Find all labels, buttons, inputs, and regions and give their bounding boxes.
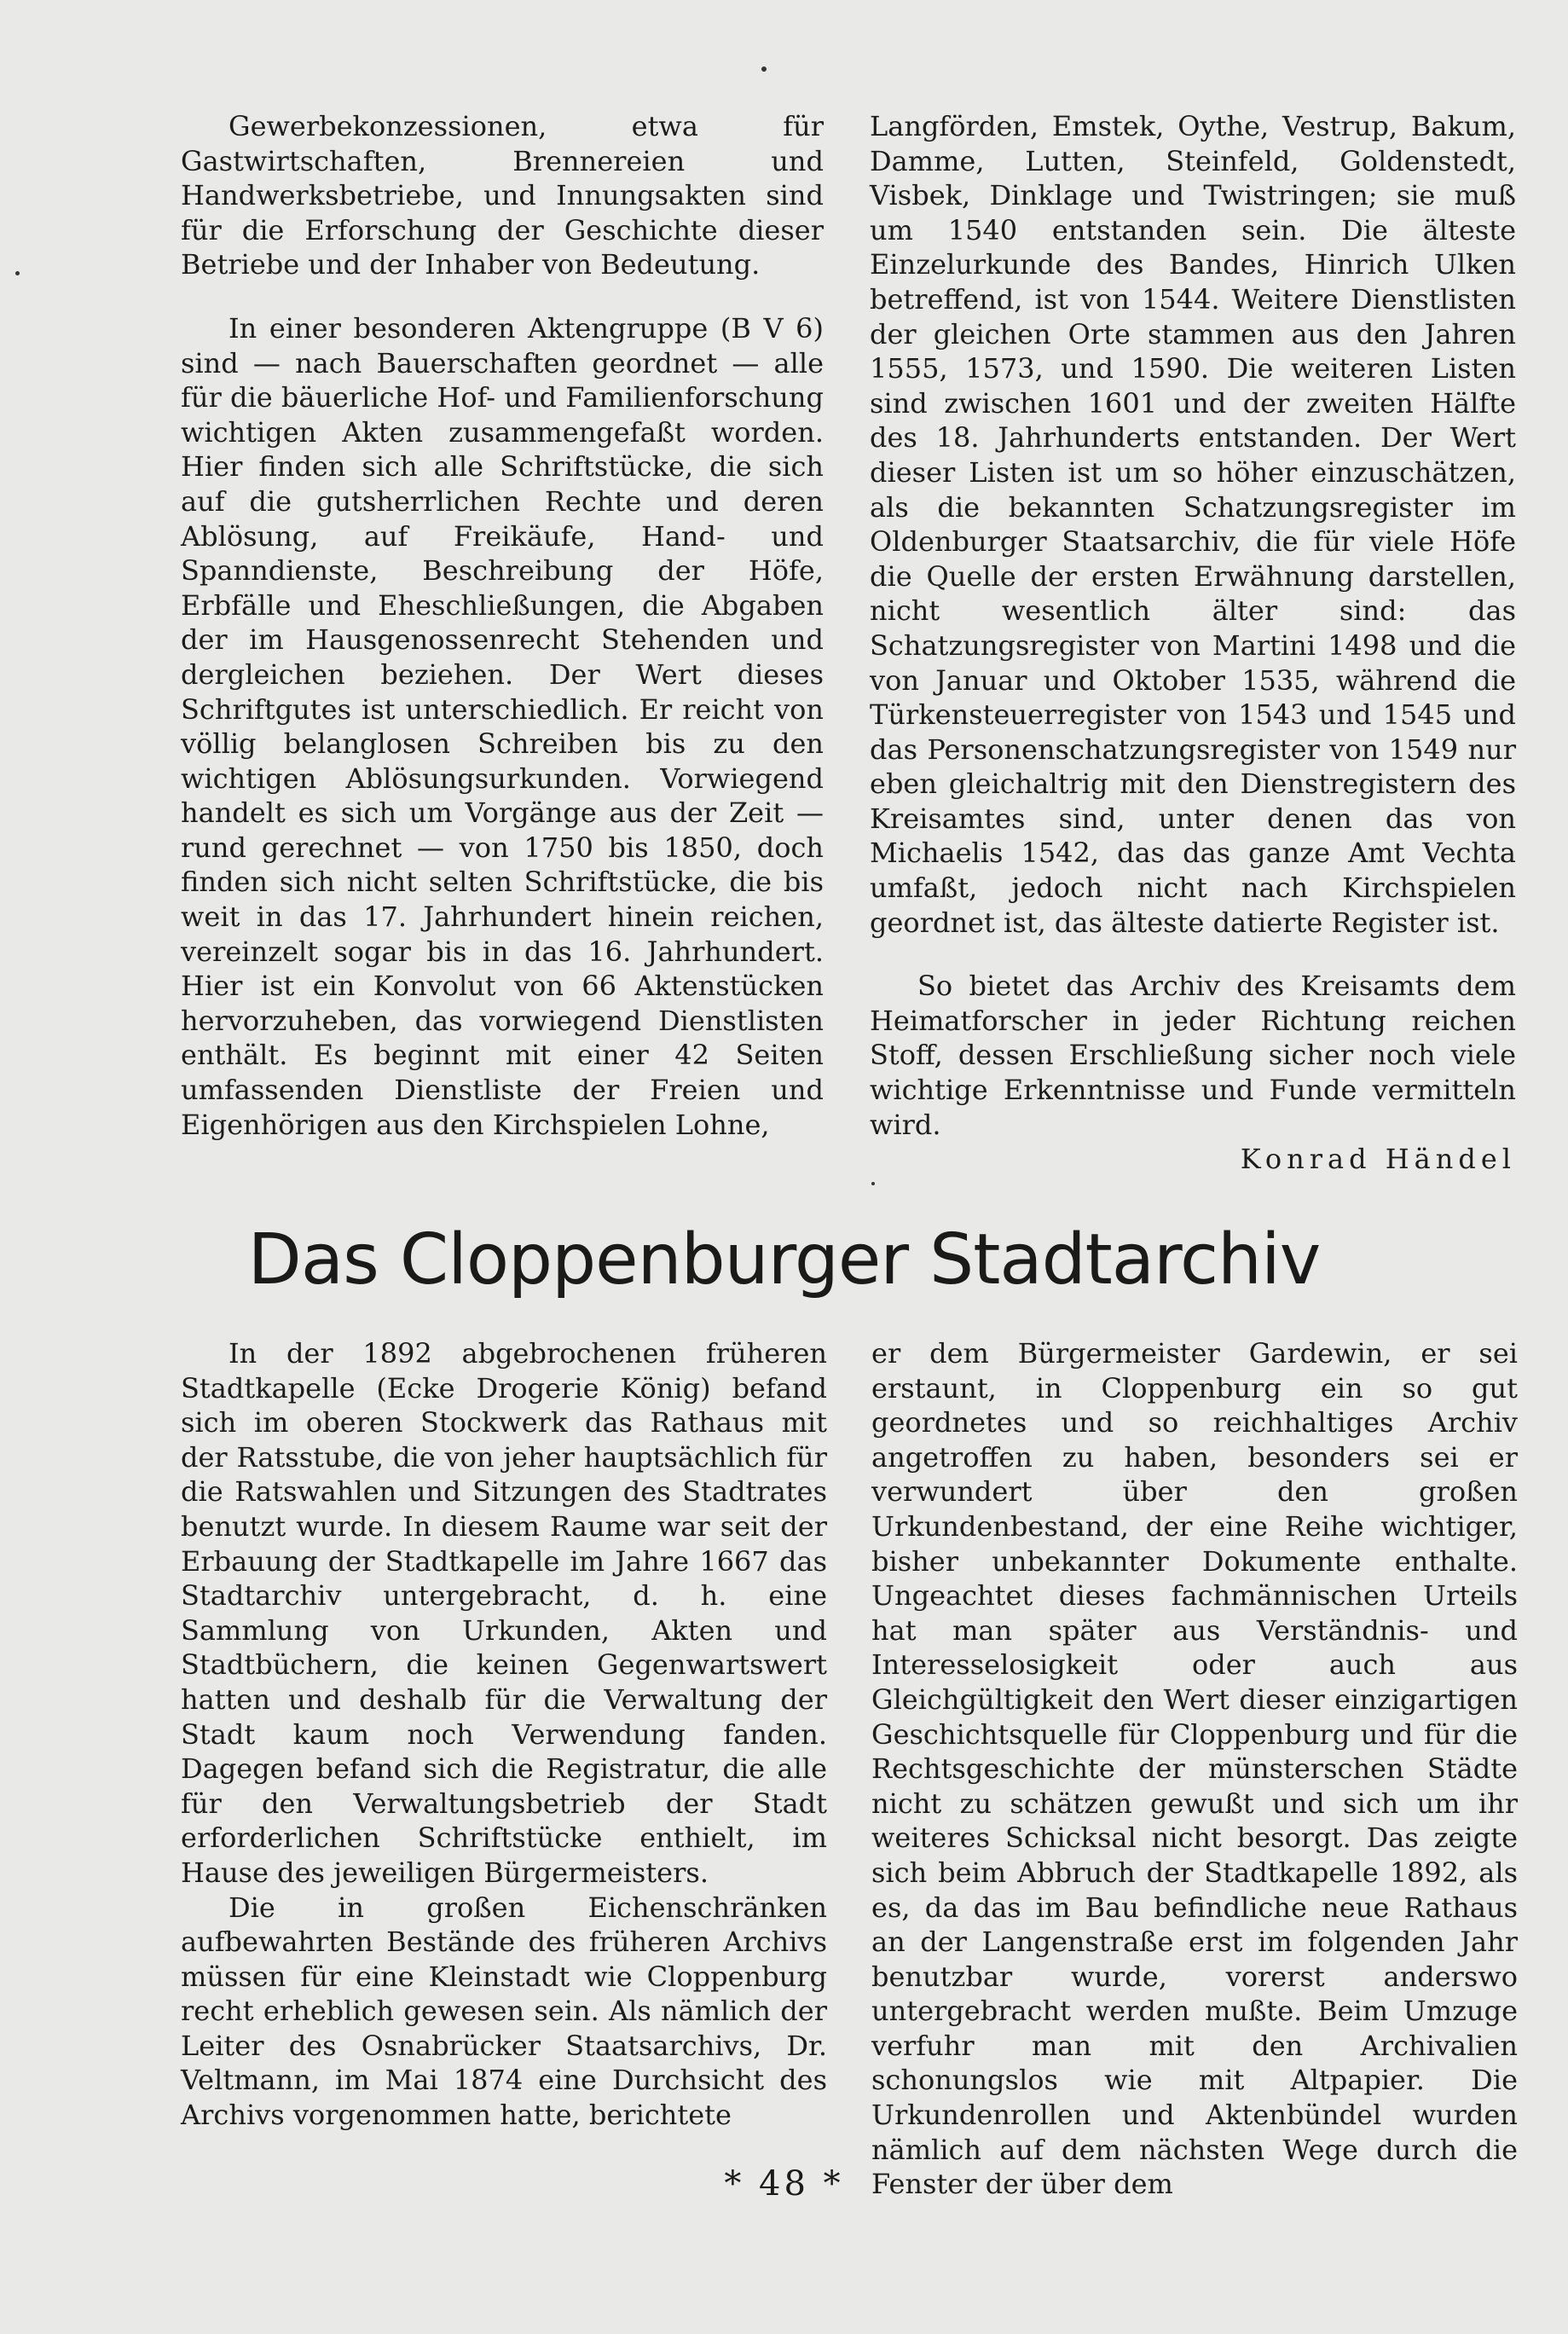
paragraph: So bietet das Archiv des Kreisamts dem Heimatforscher in jeder Richtung reichen Stoff, dessen Erschließung sicher noch viele wichtige Erkenntnisse und Funde vermitteln wird.	[870, 970, 1516, 1141]
article2-left-column	[181, 1336, 827, 2133]
print-speck	[761, 67, 767, 72]
page-number: * 48 *	[724, 2164, 844, 2204]
paragraph: In der 1892 abgebrochenen früheren Stadtkapelle (Ecke Drogerie König) befand sich im oberen Stockwerk das Rathaus mit der Ratsstube, die von jeher hauptsächlich für die Ratswahlen und Sitzungen des Stadtrates benutzt wurde. In diesem Raume war seit der Erbauung der Stadtkapelle im Jahre 1667 das Stadtarchiv untergebracht, d. h. eine Sammlung von Urkunden, Akten und Stadtbüchern, die keinen Gegenwartswert hatten und deshalb für die Verwaltung der Stadt kaum noch Verwendung fanden. Dagegen befand sich die Registratur, die alle für den Verwaltungsbetrieb der Stadt erforderlichen Schriftstücke enthielt, im Hause des jeweiligen Bürgermeisters.	[181, 1337, 827, 1889]
author-signature: Konrad Händel	[1240, 1143, 1516, 1176]
article-title: Das Cloppenburger Stadtarchiv	[247, 1219, 1321, 1300]
print-speck	[871, 1182, 875, 1185]
paragraph: Langförden, Emstek, Oythe, Vestrup, Bakum, Damme, Lutten, Steinfeld, Goldenstedt, Visbek, Dinklage und Twistringen; sie muß um 1540 entstanden sein. Die älteste Einzelurkunde des Bandes, Hinrich Ulken betreffend, ist von 1544. Weitere Dienstlisten der gleichen Orte stammen aus den Jahren 1555, 1573, und 1590. Die weiteren Listen sind zwischen 1601 und der zweiten Hälfte des 18. Jahrhunderts entstanden. Der Wert dieser Listen ist um so höher einzuschätzen, als die bekannten Schatzungsregister im Oldenburger Staatsarchiv, die für viele Höfe die Quelle der ersten Erwähnung darstellen, nicht wesentlich älter sind: das Schatzungsregister von Martini 1498 und die von Januar und Oktober 1535, während die Türkensteuerregister von 1543 und 1545 und das Personenschatzungsregister von 1549 nur eben gleichaltrig mit den Dienstregistern des Kreisamtes sind, unter denen das von Michaelis 1542, das das ganze Amt Vechta umfaßt, jedoch nicht nach Kirchspielen geordnet ist, das älteste datierte Register ist.	[870, 110, 1516, 939]
article1-right-column	[870, 109, 1516, 1177]
print-speck	[15, 271, 20, 275]
article2-right-column	[871, 1336, 1518, 2202]
paragraph: er dem Bürgermeister Gardewin, er sei erstaunt, in Cloppenburg ein so gut geordnetes und so reichhaltiges Archiv angetroffen zu haben, besonders sei er verwundert über den großen Urkundenbestand, der eine Reihe wichtiger, bisher unbekannter Dokumente enthalte. Ungeachtet dieses fachmännischen Urteils hat man später aus Verständnis- und Interesselosigkeit oder auch aus Gleichgültigkeit den Wert dieser einzigartigen Geschichtsquelle für Cloppenburg und für die Rechtsgeschichte der münsterschen Städte nicht zu schätzen gewußt und sich um ihr weiteres Schicksal nicht besorgt. Das zeigte sich beim Abbruch der Stadtkapelle 1892, als es, da das im Bau befindliche neue Rathaus an der Langenstraße erst im folgenden Jahr benutzbar wurde, vorerst anderswo untergebracht werden mußte. Beim Umzuge verfuhr man mit den Archivalien schonungslos wie mit Altpapier. Die Urkundenrollen und Aktenbündel wurden nämlich auf dem nächsten Wege durch die Fenster der über dem	[871, 1337, 1518, 2201]
paragraph: Die in großen Eichenschränken aufbewahrten Bestände des früheren Archivs müssen für eine Kleinstadt wie Cloppenburg recht erheblich gewesen sein. Als nämlich der Leiter des Osnabrücker Staatsarchivs, Dr. Veltmann, im Mai 1874 eine Durchsicht des Archivs vorgenommen hatte, berichtete	[181, 1891, 827, 2132]
paragraph: In einer besonderen Aktengruppe (B V 6) sind — nach Bauerschaften geordnet — alle für die bäuerliche Hof- und Familienforschung wichtigen Akten zusammengefaßt worden. Hier finden sich alle Schriftstücke, die sich auf die gutsherrlichen Rechte und deren Ablösung, auf Freikäufe, Hand- und Spanndienste, Beschreibung der Höfe, Erbfälle und Eheschließungen, die Abgaben der im Hausgenossenrecht Stehenden und dergleichen beziehen. Der Wert dieses Schriftgutes ist unterschiedlich. Er reicht von völlig belanglosen Schreiben bis zu den wichtigen Ablösungsurkunden. Vorwiegend handelt es sich um Vorgänge aus der Zeit — rund gerechnet — von 1750 bis 1850, doch finden sich nicht selten Schriftstücke, die bis weit in das 17. Jahrhundert hinein reichen, vereinzelt sogar bis in das 16. Jahrhundert. Hier ist ein Konvolut von 66 Aktenstücken hervorzuheben, das vorwiegend Dienstlisten enthält. Es beginnt mit einer 42 Seiten umfassenden Dienstliste der Freien und Eigenhörigen aus den Kirchspielen Lohne,	[181, 311, 824, 1141]
article1-left-column	[181, 109, 824, 1142]
paragraph: Gewerbekonzessionen, etwa für Gastwirtschaften, Brennereien und Handwerksbetriebe, und Innungsakten sind für die Erforschung der Geschichte dieser Betriebe und der Inhaber von Bedeutung.	[181, 110, 824, 281]
